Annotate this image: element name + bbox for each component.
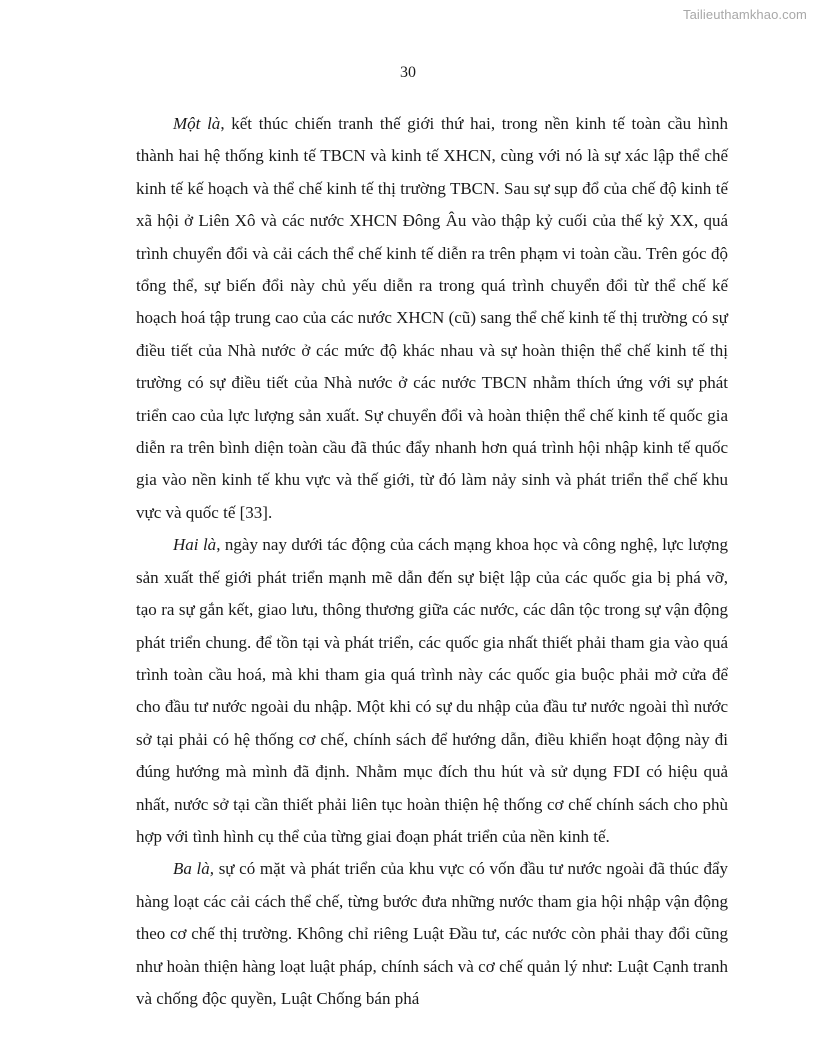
paragraph-lead: Một là [173, 114, 221, 133]
watermark-text: Tailieuthamkhao.com [682, 7, 807, 22]
paragraph-2 [136, 529, 728, 853]
paragraph-3 [136, 853, 728, 1015]
paragraph-lead: Hai là [173, 535, 217, 555]
paragraph-text: , ngày nay dưới tác động của cách mạng khoa học và công nghệ, lực lượng sản xuất thế giới phát triển mạnh mẽ dẫn đến sự biệt lập của các quốc gia bị phá vỡ, tạo ra sự gắn kết, giao lưu, thông thương giữa các nước, các dân tộc trong sự vận động phát triển chung. để tồn tại và phát triển, các quốc gia nhất thiết phải tham gia vào quá trình toàn cầu hoá, mà khi tham gia quá trình này các quốc gia buộc phải mở cửa để cho đầu tư nước ngoài du nhập. Một khi có sự du nhập của đầu tư nước ngoài thì nước sở tại phải có hệ thống cơ chế, chính sách để hướng dẫn, điều khiển hoạt động này đi đúng hướng mà mình đã định. Nhằm mục đích thu hút và sử dụng FDI có hiệu quả nhất, nước sở tại cần thiết phải liên tục hoàn thiện hệ thống cơ chế chính sách cho phù hợp với tình hình cụ thể của từng giai đoạn phát triển của nền kinh tế. [136, 535, 728, 846]
paragraph-text: sự có mặt và phát triển của khu vực có vốn đầu tư nước ngoài đã thúc đẩy hàng loạt các cải cách thể chế, từng bước đưa những nước tham gia hội nhập vận động theo cơ chế thị trường. Không chỉ riêng Luật Đầu tư, các nước còn phải thay đổi cũng như hoàn thiện hàng loạt luật pháp, chính sách và cơ chế quản lý như: Luật Cạnh tranh và chống độc quyền, Luật Chống bán phá [136, 859, 729, 1008]
page-number: 30 [400, 64, 416, 81]
paragraph-lead: Ba là, [173, 859, 215, 879]
document-body [136, 108, 728, 1015]
paragraph-text: , kết thúc chiến tranh thế giới thứ hai, trong nền kinh tế toàn cầu hình thành hai hệ thống kinh tế TBCN và kinh tế XHCN, cùng với nó là sự xác lập thể chế kinh tế kế hoạch và thể chế kinh tế thị trường TBCN. Sau sự sụp đổ của chế độ kinh tế xã hội ở Liên Xô và các nước XHCN Đông Âu vào thập kỷ cuối của thế kỷ XX, quá trình chuyển đổi và cải cách thể chế kinh tế diễn ra trên phạm vi toàn cầu. Trên góc độ tổng thể, sự biến đổi này chủ yếu diễn ra trong quá trình chuyển đổi từ thể chế kế hoạch hoá tập trung cao của các nước XHCN (cũ) sang thể chế kinh tế thị trường có sự điều tiết của Nhà nước ở các mức độ khác nhau và sự hoàn thiện thể chế kinh tế thị trường có sự điều tiết của Nhà nước ở các nước TBCN nhằm thích ứng với sự phát triển cao của lực lượng sản xuất. Sự chuyển đổi và hoàn thiện thể chế kinh tế quốc gia diễn ra trên bình diện toàn cầu đã thúc đẩy nhanh hơn quá trình hội nhập kinh tế quốc gia vào nền kinh tế khu vực và thế giới, từ đó làm nảy sinh và phát triển thể chế khu vực và quốc tế [33]. [136, 114, 728, 522]
paragraph-1 [136, 108, 728, 529]
